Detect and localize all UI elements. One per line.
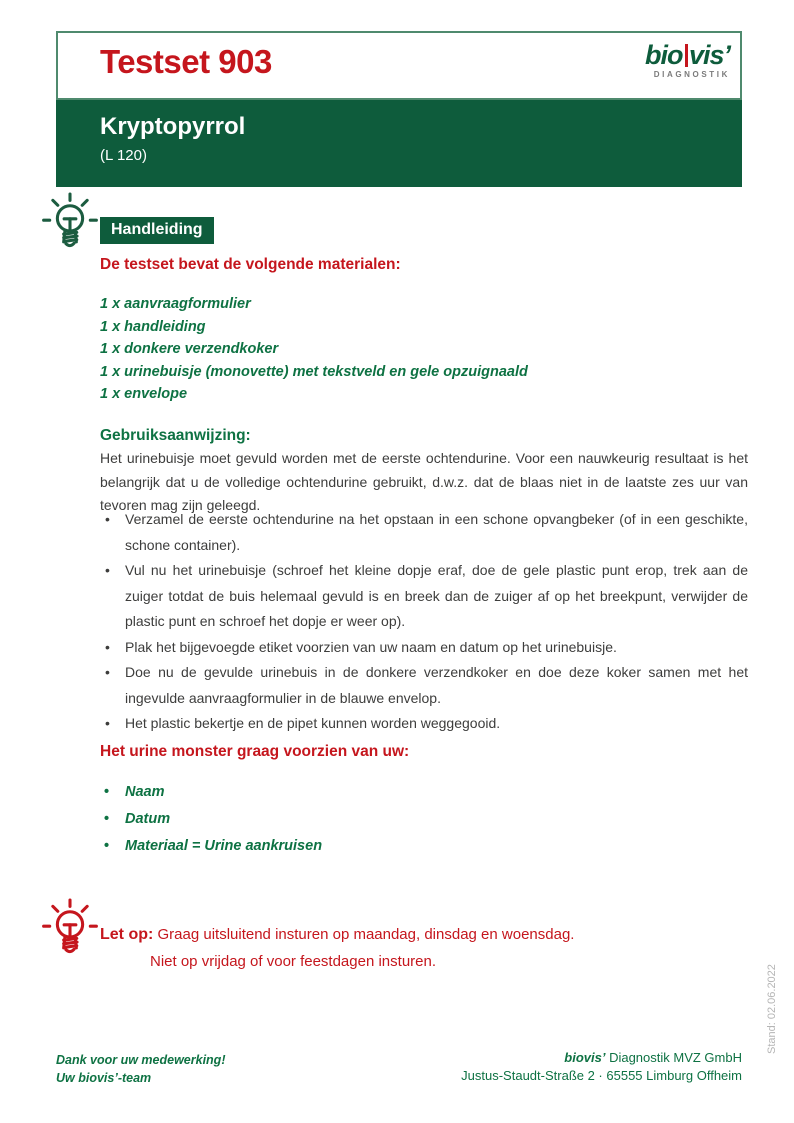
biovis-logo <box>645 42 730 79</box>
footer-thanks <box>56 1051 225 1087</box>
handleiding-chip: Handleiding <box>100 217 214 244</box>
materials-item: 1 x urinebuisje (monovette) met tekstveld en gele opzuignaald <box>100 363 528 380</box>
instruction-item: • Vul nu het urinebuisje (schroef het kleine dopje eraf, doe de gele plastic punt erop, trek aan de zuiger totdat de buis helemaal gevuld is en breek dan de zuiger af op het breekpunt, verwijder de plastic punt en schroef het dopje er weer op). <box>100 558 748 635</box>
labeling-item: • Datum <box>100 806 748 833</box>
footer-street: Justus-Staudt-Straße 2 · 65555 Limburg Offheim <box>461 1068 742 1083</box>
materials-heading: De testset bevat de volgende materialen: <box>100 256 401 273</box>
instruction-item: • Verzamel de eerste ochtendurine na het opstaan in een schone opvangbeker (of in een geschikte, schone container). <box>100 507 748 558</box>
page-title: Testset 903 <box>100 43 272 80</box>
instructions-intro: Het urinebuisje moet gevuld worden met de eerste ochtendurine. Voor een nauwkeurig resultaat is het belangrijk dat u de volledige ochtendurine gebruikt, d.w.z. dat de blaas niet in de laatste zes uur van tevoren mag zijn geleegd. <box>100 450 748 513</box>
lightbulb-icon <box>42 192 98 252</box>
header-box <box>56 31 742 100</box>
notice-label: Let op: <box>100 926 154 943</box>
materials-list <box>100 293 748 406</box>
footer-address <box>461 1049 742 1085</box>
notice <box>100 921 660 975</box>
materials-item: 1 x handleiding <box>100 318 206 335</box>
footer-company: Diagnostik MVZ GmbH <box>605 1050 742 1065</box>
logo-subtitle: DIAGNOSTIK <box>653 70 730 79</box>
labeling-item: • Materiaal = Urine aankruisen <box>100 833 748 860</box>
footer-thanks-line2: Uw biovis’-team <box>56 1071 152 1085</box>
labeling-heading: Het urine monster graag voorzien van uw: <box>100 743 410 760</box>
materials-item: 1 x aanvraagformulier <box>100 296 251 312</box>
logo-part-vis: vis’ <box>688 40 730 70</box>
test-name: Kryptopyrrol <box>100 113 246 140</box>
footer-brand: biovis’ <box>564 1050 606 1065</box>
materials-item: 1 x donkere verzendkoker <box>100 341 279 357</box>
biovis-logo-wordmark <box>645 42 730 68</box>
notice-text1: Graag uitsluitend insturen op maandag, dinsdag en woensdag. <box>153 926 575 943</box>
test-code: (L 120) <box>100 147 147 164</box>
instructions-list <box>100 507 748 737</box>
notice-text2: Niet op vrijdag of voor feestdagen insturen. <box>150 953 437 970</box>
notice-line1 <box>100 921 660 948</box>
materials-item: 1 x envelope <box>100 386 188 402</box>
logo-part-bio: bio <box>644 40 683 70</box>
footer-thanks-line1: Dank voor uw medewerking! <box>56 1053 226 1067</box>
footer-company-line <box>461 1049 742 1067</box>
labeling-item: • Naam <box>100 779 748 806</box>
lightbulb-alert-icon <box>42 898 98 958</box>
instruction-item: • Het plastic bekertje en de pipet kunnen worden weggegooid. <box>100 711 748 737</box>
instruction-item: • Plak het bijgevoegde etiket voorzien van uw naam en datum op het urinebuisje. <box>100 635 748 661</box>
stand-date: Stand: 02.06.2022 <box>766 964 778 1054</box>
logo-divider-bar <box>685 44 688 67</box>
instructions-heading: Gebruiksaanwijzing: <box>100 427 251 444</box>
instruction-item: • Doe nu de gevulde urinebuis in de donkere verzendkoker en doe deze koker samen met het ingevulde aanvraagformulier in de blauwe envelop. <box>100 660 748 711</box>
test-banner <box>56 100 742 187</box>
labeling-list <box>100 779 748 860</box>
